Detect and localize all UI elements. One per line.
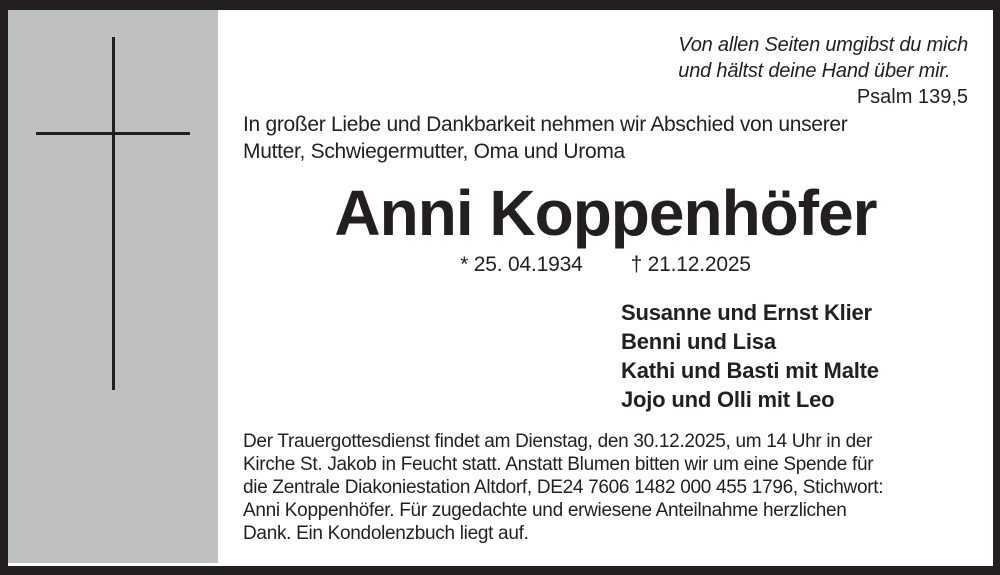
psalm-attribution: Psalm 139,5: [856, 86, 968, 108]
service-notice-line-2: Kirche St. Jakob in Feucht statt. Anstatt Blumen bitten wir um eine Spende für: [243, 454, 874, 475]
deceased-name-block: [218, 178, 993, 248]
psalm-epigraph: [678, 32, 968, 110]
mourner-line-2: Benni und Lisa: [621, 329, 776, 354]
intro-text: [243, 111, 847, 165]
cross-horizontal-bar: [36, 132, 190, 135]
mourner-line-3: Kathi und Basti mit Malte: [621, 358, 879, 383]
life-dates: [218, 253, 993, 277]
memorial-cross-icon: [8, 10, 218, 563]
cross-vertical-bar: [112, 37, 115, 390]
birth-date: * 25. 04.1934: [460, 253, 583, 276]
death-date: † 21.12.2025: [630, 253, 751, 276]
mourners-list: [621, 298, 879, 414]
service-notice-line-1: Der Trauergottesdienst findet am Dienstag, den 30.12.2025, um 14 Uhr in der: [243, 431, 873, 452]
service-notice-line-5: Dank. Ein Kondolenzbuch liegt auf.: [243, 523, 529, 544]
service-notice-line-3: die Zentrale Diakoniestation Altdorf, DE24 7606 1482 000 455 1796, Stichwort:: [243, 477, 884, 498]
mourner-line-1: Susanne und Ernst Klier: [621, 300, 872, 325]
service-notice: [243, 430, 883, 545]
intro-line-2: Mutter, Schwiegermutter, Oma und Uroma: [243, 140, 625, 163]
mourner-line-4: Jojo und Olli mit Leo: [621, 387, 835, 412]
epigraph-line-2: und hältst deine Hand über mir.: [678, 60, 951, 82]
intro-line-1: In großer Liebe und Dankbarkeit nehmen wir Abschied von unserer: [243, 113, 848, 136]
service-notice-line-4: Anni Koppenhöfer. Für zugedachte und erwiesene Anteilnahme herzlichen: [243, 500, 847, 521]
gray-side-panel: [8, 10, 218, 563]
deceased-name: Anni Koppenhöfer: [334, 177, 877, 249]
epigraph-line-1: Von allen Seiten umgibst du mich: [678, 34, 968, 56]
